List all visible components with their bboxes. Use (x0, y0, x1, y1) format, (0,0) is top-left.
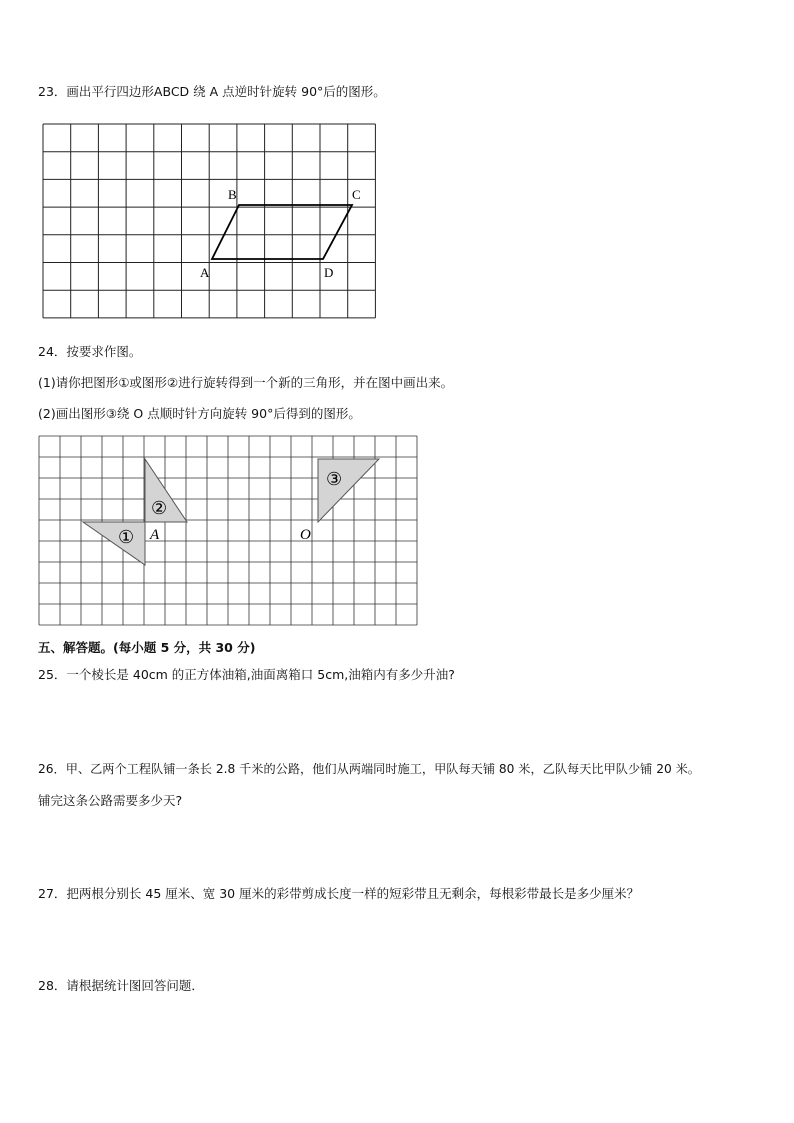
parallelogram-abcd (212, 205, 352, 259)
q23-label-a: A (200, 265, 210, 280)
shape-3-label: ③ (326, 469, 343, 489)
shape-1-label: ① (118, 527, 135, 547)
q26-line1: 26．甲、乙两个工程队铺一条长 2.8 千米的公路，他们从两端同时施工，甲队每天铺 80 米，乙队每天比甲队少铺 20 米。 (38, 762, 700, 776)
q25-text: 25．一个棱长是 40cm 的正方体油箱,油面离箱口 5cm,油箱内有多少升油? (38, 667, 455, 682)
q23-label-b: B (228, 187, 237, 202)
q23-text: 23．画出平行四边形ABCD 绕 A 点逆时针旋转 90°后的图形。 (38, 84, 386, 99)
q26-line2: 铺完这条公路需要多少天? (38, 793, 183, 808)
q24-text: 24．按要求作图。 (38, 344, 142, 359)
triangle-1 (83, 522, 145, 565)
q24-part2: (2)画出图形③绕 O 点顺时针方向旋转 90°后得到的图形。 (38, 406, 361, 421)
point-o-label: O (300, 527, 311, 543)
q23-grid-figure (42, 123, 382, 318)
point-a-label: A (150, 527, 160, 543)
q23-grid (43, 124, 375, 318)
q23-label-c: C (352, 187, 361, 202)
q23-label-d: D (324, 265, 334, 280)
q24-part1: (1)请你把图形①或图形②进行旋转得到一个新的三角形，并在图中画出来。 (38, 375, 454, 390)
shape-2-label: ② (151, 498, 168, 518)
q27-text: 27．把两根分别长 45 厘米、宽 30 厘米的彩带剪成长度一样的短彩带且无剩余，每根彩带最长是多少厘米？ (38, 886, 640, 901)
q24-grid-figure (38, 435, 428, 631)
q28-text: 28．请根据统计图回答问题． (38, 978, 204, 993)
section-heading: 五、解答题。(每小题 5 分，共 30 分) (38, 640, 256, 655)
